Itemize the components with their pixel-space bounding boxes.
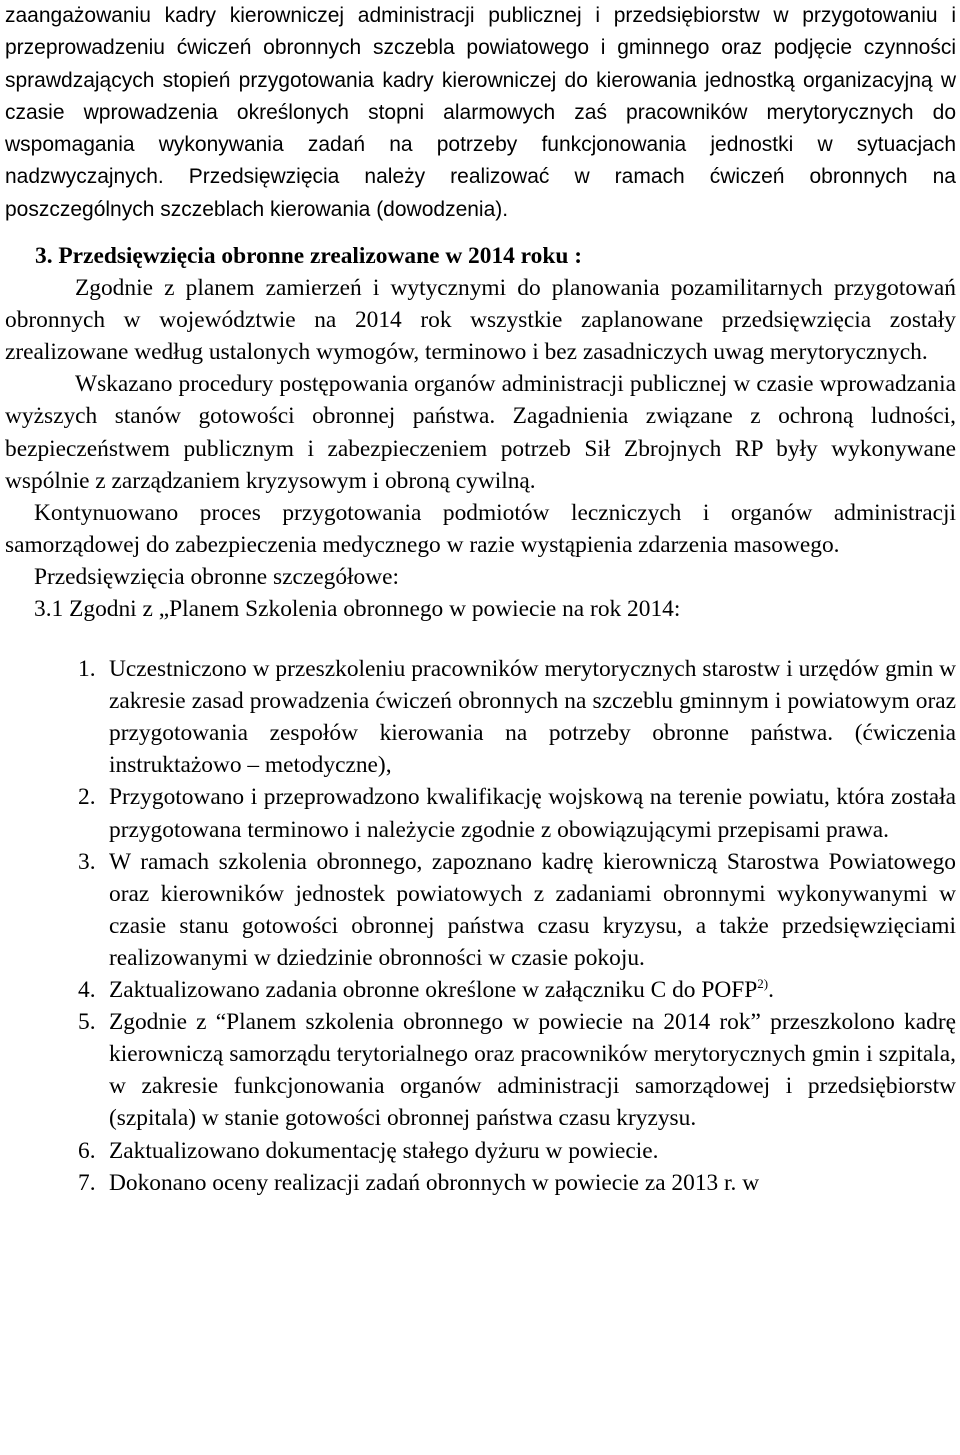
list-item-number: 1. (78, 656, 96, 683)
list-item-number: 5. (78, 1009, 96, 1036)
list-item-text: Zaktualizowano dokumentację stałego dyżuru w powiecie. (109, 1137, 659, 1164)
list-item-text: W ramach szkolenia obronnego, zapoznano kadrę kierowniczą Starostwa Powiatowego oraz kierowników jednostek powiatowych z zadaniami obronnymi wykonywanymi w czasie stanu gotowości obronnej państwa czasu kryzysu, a także przedsięwzięciami realizowanymi w dziedzinie obronności w czasie pokoju. (109, 848, 956, 971)
body-paragraph: Kontynuowano proces przygotowania podmiotów leczniczych i organów administracji samorządowej do zabezpieczenia medycznego w razie wystąpienia zdarzenia masowego. (5, 499, 956, 558)
list-item-number: 7. (78, 1169, 96, 1196)
sub-heading: 3.1 Zgodni z „Planem Szkolenia obronnego w powiecie na rok 2014: (34, 596, 681, 623)
list-item (5, 1167, 956, 1199)
list-item-text: Dokonano oceny realizacji zadań obronnych w powiecie za 2013 r. w (109, 1169, 760, 1196)
list-item (5, 1006, 956, 1134)
list-item-number: 6. (78, 1137, 96, 1164)
list-item-text: Zaktualizowano zadania obronne określone w załączniku C do POFP (109, 977, 758, 1004)
list-item-number: 4. (78, 977, 96, 1004)
list-item (5, 974, 956, 1006)
section-heading: 3. Przedsięwzięcia obronne zrealizowane w 2014 roku : (35, 243, 582, 270)
list-item (5, 781, 956, 845)
list-item-text: Uczestniczono w przeszkoleniu pracowników merytorycznych starostw i urzędów gmin w zakresie zasad prowadzenia ćwiczeń obronnych na szczeblu gminnym i powiatowym oraz przygotowania zespołów kierowania na potrzeby obronne państwa. (ćwiczenia instruktażowo – metodyczne), (109, 656, 956, 779)
list-item-tail: . (768, 977, 774, 1004)
detail-label: Przedsięwzięcia obronne szczegółowe: (34, 563, 399, 590)
body-paragraph: Zgodnie z planem zamierzeń i wytycznymi do planowania pozamilitarnych przygotowań obronnych w województwie na 2014 rok wszystkie zaplanowane przedsięwzięcia zostały zrealizowane według ustalonych wymogów, terminowo i bez zasadniczych uwag merytorycznych. (5, 275, 956, 366)
list-item-number: 3. (78, 848, 96, 875)
numbered-list (5, 653, 956, 1199)
list-item-text: Przygotowano i przeprowadzono kwalifikację wojskową na terenie powiatu, która została przygotowana terminowo i należycie zgodnie z obowiązującymi przepisami prawa. (109, 784, 956, 843)
list-item (5, 653, 956, 781)
intro-paragraph: zaangażowaniu kadry kierowniczej administracji publicznej i przedsiębiorstw w przygotowaniu i przeprowadzeniu ćwiczeń obronnych szczebla powiatowego i gminnego oraz podjęcie czynności sprawdzających stopień przygotowania kadry kierowniczej do kierowania jednostką organizacyjną w czasie wprowadzenia określonych stopni alarmowych zaś pracowników merytorycznych do wspomagania wykonywania zadań na potrzeby funkcjonowania jednostki w sytuacjach nadzwyczajnych. Przedsięwzięcia należy realizować w ramach ćwiczeń obronnych na poszczególnych szczeblach kierowania (dowodzenia). (5, 4, 956, 221)
body-paragraph: Wskazano procedury postępowania organów administracji publicznej w czasie wprowadzania wyższych stanów gotowości obronnej państwa. Zagadnienia związane z ochroną ludności, bezpieczeństwem publicznym i zabezpieczeniem potrzeb Sił Zbrojnych RP były wykonywane wspólnie z zarządzaniem kryzysowym i obroną cywilną. (5, 371, 956, 494)
list-item (5, 846, 956, 974)
list-item-number: 2. (78, 784, 96, 811)
footnote-marker: 2) (757, 976, 769, 992)
list-item (5, 1135, 956, 1167)
list-item-text: Zgodnie z “Planem szkolenia obronnego w powiecie na 2014 rok” przeszkolono kadrę kierowniczą samorządu terytorialnego oraz pracowników merytorycznych gmin i szpitala, w zakresie funkcjonowania organów administracji samorządowej i przedsiębiorstw (szpitala) w stanie gotowości obronnej państwa czasu kryzysu. (109, 1009, 956, 1132)
